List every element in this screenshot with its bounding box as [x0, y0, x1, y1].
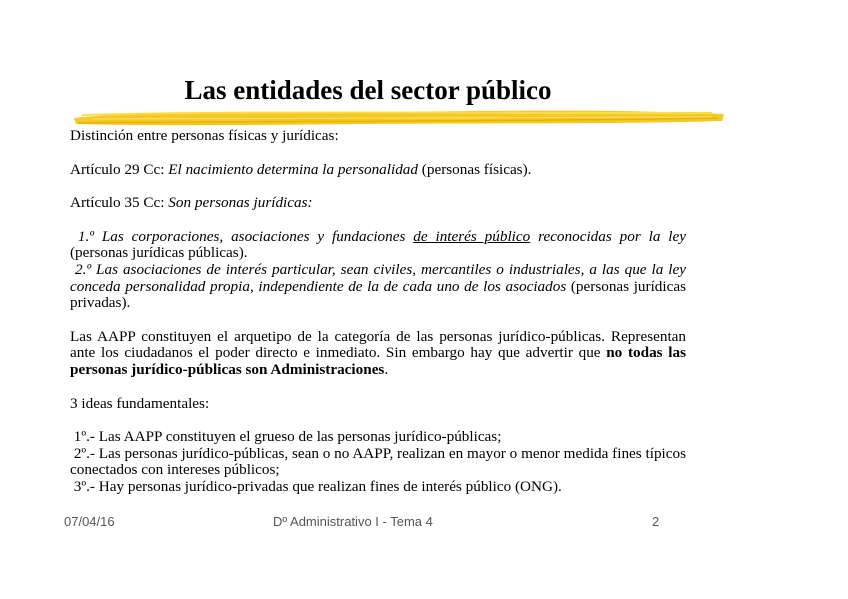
footer-course: Dº Administrativo I - Tema 4 [273, 514, 433, 529]
slide-title: Las entidades del sector público [184, 75, 552, 105]
idea-3 [70, 479, 686, 496]
aapp-text: Las AAPP constituyen el arquetipo de la categoría de las personas jurídico-públicas. Representan ante los ciudadanos el poder directo e inmediato. Sin embargo hay que advertir que [70, 327, 686, 362]
article-29-quote: El nacimiento determina la personalidad [168, 160, 418, 178]
idea-2 [70, 446, 686, 479]
footer-date: 07/04/16 [64, 514, 115, 529]
idea-1-text: 1º.- Las AAPP constituyen el grueso de las personas jurídico-públicas; [73, 428, 502, 446]
article-35-line [70, 195, 686, 212]
intro-text: Distinción entre personas físicas y jurídicas: [70, 127, 339, 144]
article-29-prefix: Artículo 29 Cc: [70, 160, 169, 178]
aapp-paragraph [70, 329, 686, 379]
item-1 [70, 229, 686, 262]
idea-2-text: 2º.- Las personas jurídico-públicas, sean o no AAPP, realizan en mayor o menor medida fines típicos conectados con intereses públicos; [70, 444, 687, 479]
item-1-number: 1.º [77, 227, 102, 245]
item-2-text: Las asociaciones de interés particular, sean civiles, mercantiles o industriales, a las que la ley conceda personalidad propia, independiente de la de cada uno de los asociados [70, 260, 686, 295]
item-1-suffix: (personas jurídicas públicas). [70, 244, 248, 262]
item-2-suffix: (personas jurídicas privadas). [70, 277, 686, 312]
item-1-text-a: Las corporaciones, asociaciones y fundaciones [101, 227, 414, 245]
ideas-heading: 3 ideas fundamentales: [70, 394, 210, 412]
slide-body [70, 128, 686, 496]
article-29-line [70, 162, 686, 179]
footer-page-number: 2 [652, 514, 660, 529]
aapp-bold: no todas las personas jurídico-públicas son Administraciones [70, 344, 686, 378]
article-35-quote: Son personas jurídicas: [168, 194, 313, 212]
article-29-suffix: (personas físicas). [418, 160, 532, 178]
aapp-end: . [384, 360, 389, 378]
idea-1 [70, 429, 686, 446]
item-2 [70, 262, 686, 312]
item-2-number: 2.º [74, 260, 97, 278]
item-1-underlined: de interés público [413, 227, 531, 245]
item-1-text-b: reconocidas por la ley [530, 227, 686, 245]
article-35-prefix: Artículo 35 Cc: [70, 194, 169, 212]
idea-3-text: 3º.- Hay personas jurídico-privadas que realizan fines de interés público (ONG). [73, 477, 562, 495]
